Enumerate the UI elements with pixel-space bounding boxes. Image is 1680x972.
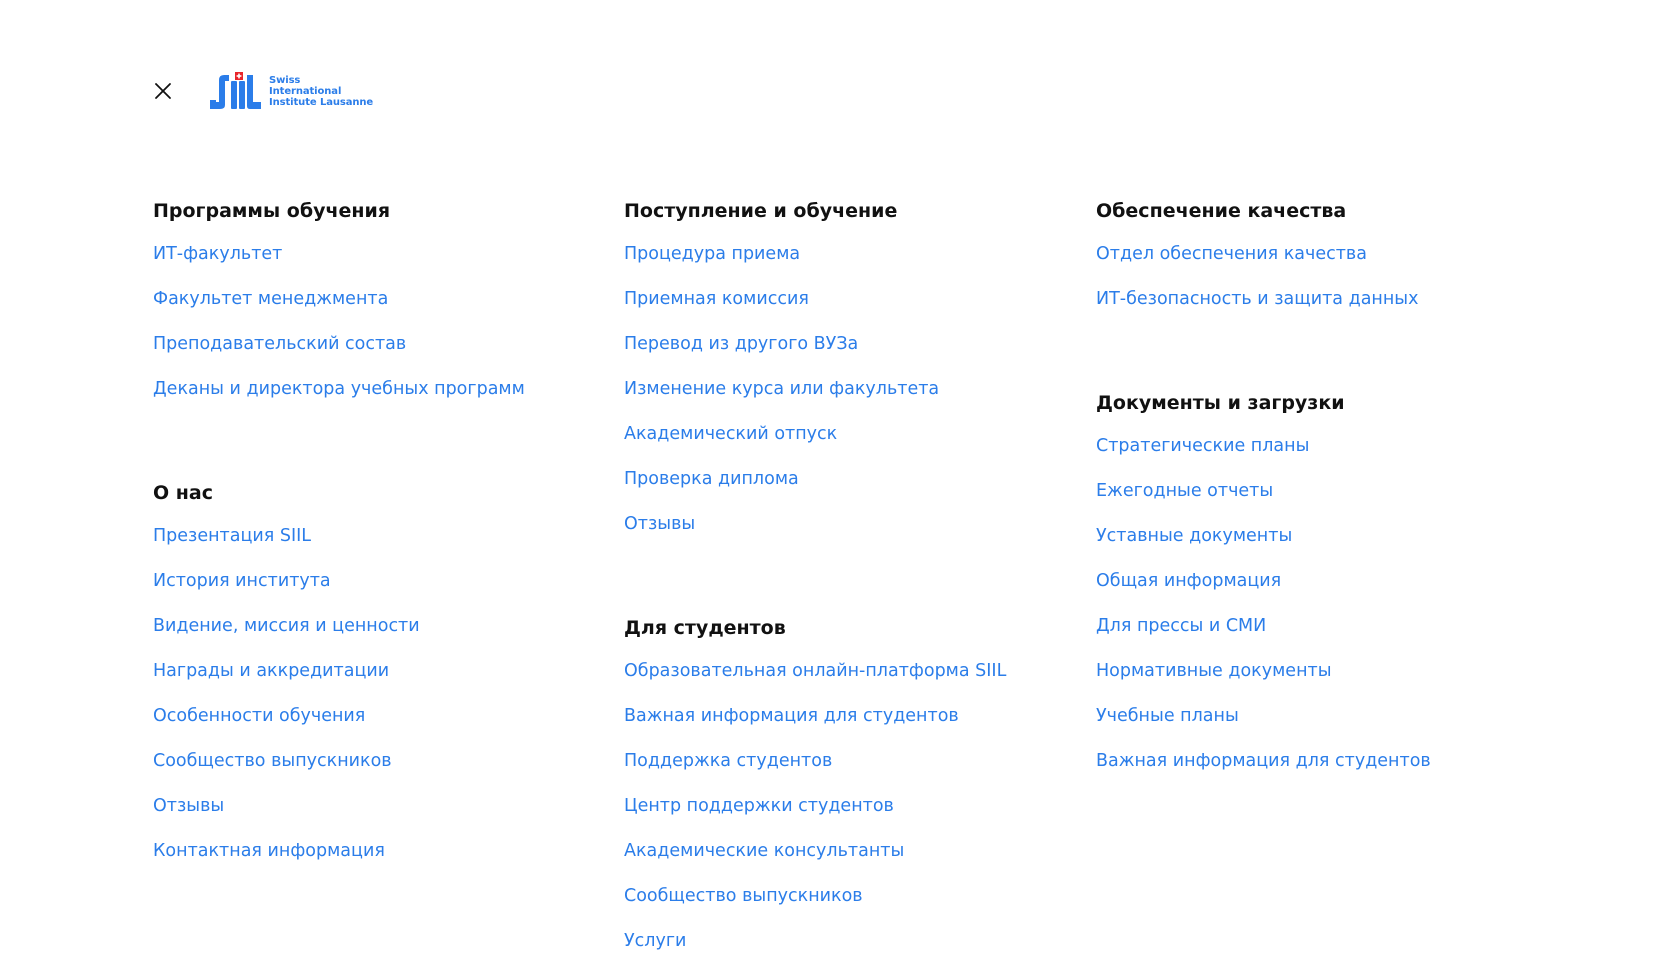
menu-section	[1096, 388, 1431, 792]
menu-list-item	[1096, 477, 1431, 522]
section-link-list	[153, 522, 525, 882]
menu-list-item	[624, 420, 1006, 465]
menu-link[interactable]: Сообщество выпускников	[624, 886, 863, 906]
menu-list-item	[624, 882, 1006, 927]
menu-list-item	[153, 330, 525, 375]
menu-link[interactable]: Услуги	[624, 931, 687, 951]
menu-link[interactable]: Преподавательский состав	[153, 334, 407, 354]
menu-list-item	[153, 792, 525, 837]
menu-list-item	[1096, 285, 1431, 330]
menu-link[interactable]: Общая информация	[1096, 571, 1282, 591]
menu-link[interactable]: Для прессы и СМИ	[1096, 616, 1267, 636]
menu-section	[153, 478, 525, 882]
menu-section	[153, 196, 525, 420]
menu-section	[624, 196, 1006, 555]
menu-list-item	[624, 657, 1006, 702]
menu-link[interactable]: Отдел обеспечения качества	[1096, 244, 1367, 264]
section-title: О нас	[153, 482, 213, 504]
section-link-list	[624, 657, 1006, 972]
menu-link[interactable]: Особенности обучения	[153, 706, 366, 726]
menu-list-item	[624, 240, 1006, 285]
menu-list-item	[1096, 612, 1431, 657]
menu-list-item	[153, 612, 525, 657]
section-link-list	[1096, 240, 1431, 330]
menu-link[interactable]: Факультет менеджмента	[153, 289, 389, 309]
menu-list-item	[153, 375, 525, 420]
menu-link[interactable]: Ежегодные отчеты	[1096, 481, 1274, 501]
menu-link[interactable]: История института	[153, 571, 331, 591]
menu-column	[153, 196, 525, 882]
menu-link[interactable]: Центр поддержки студентов	[624, 796, 894, 816]
menu-link[interactable]: Важная информация для студентов	[624, 706, 959, 726]
close-icon	[154, 82, 172, 100]
section-link-list	[624, 240, 1006, 555]
menu-link[interactable]: Сообщество выпускников	[153, 751, 392, 771]
menu-header	[153, 72, 373, 110]
menu-link[interactable]: Академический отпуск	[624, 424, 838, 444]
menu-list-item	[624, 510, 1006, 555]
logo-line-3: Institute Lausanne	[269, 96, 374, 108]
menu-list-item	[153, 522, 525, 567]
menu-link[interactable]: Приемная комиссия	[624, 289, 809, 309]
siil-logo[interactable]	[207, 72, 373, 110]
menu-list-item	[1096, 747, 1431, 792]
menu-list-item	[624, 927, 1006, 972]
logo-line-1: Swiss	[269, 74, 301, 86]
menu-list-item	[1096, 567, 1431, 612]
menu-link[interactable]: Изменение курса или факультета	[624, 379, 940, 399]
menu-link[interactable]: Перевод из другого ВУЗа	[624, 334, 859, 354]
menu-link[interactable]: Стратегические планы	[1096, 436, 1310, 456]
logo-text	[269, 75, 373, 108]
menu-section	[624, 613, 1006, 972]
menu-list-item	[153, 702, 525, 747]
menu-list-item	[153, 567, 525, 612]
menu-list-item	[624, 330, 1006, 375]
menu-list-item	[1096, 657, 1431, 702]
menu-list-item	[153, 747, 525, 792]
menu-list-item	[624, 792, 1006, 837]
section-link-list	[1096, 432, 1431, 792]
menu-list-item	[624, 375, 1006, 420]
menu-link[interactable]: Поддержка студентов	[624, 751, 833, 771]
menu-link[interactable]: Презентация SIIL	[153, 526, 312, 546]
menu-link[interactable]: Отзывы	[153, 796, 225, 816]
menu-list-item	[153, 240, 525, 285]
menu-link[interactable]: Процедура приема	[624, 244, 801, 264]
menu-list-item	[153, 285, 525, 330]
menu-list-item	[153, 837, 525, 882]
section-link-list	[153, 240, 525, 420]
menu-list-item	[624, 285, 1006, 330]
close-button[interactable]	[151, 79, 175, 103]
menu-link[interactable]: Награды и аккредитации	[153, 661, 390, 681]
menu-link[interactable]: Важная информация для студентов	[1096, 751, 1431, 771]
menu-link[interactable]: ИТ-безопасность и защита данных	[1096, 289, 1419, 309]
menu-list-item	[153, 657, 525, 702]
menu-link[interactable]: Проверка диплома	[624, 469, 799, 489]
section-title: Поступление и обучение	[624, 200, 898, 222]
menu-column	[1096, 196, 1431, 792]
menu-list-item	[1096, 240, 1431, 285]
menu-link[interactable]: Контактная информация	[153, 841, 385, 861]
menu-link[interactable]: Деканы и директора учебных программ	[153, 379, 525, 399]
menu-link[interactable]: Образовательная онлайн-платформа SIIL	[624, 661, 1007, 681]
menu-link[interactable]: ИТ-факультет	[153, 244, 283, 264]
menu-section	[1096, 196, 1431, 330]
menu-list-item	[1096, 702, 1431, 747]
menu-link[interactable]: Видение, миссия и ценности	[153, 616, 420, 636]
menu-link[interactable]: Уставные документы	[1096, 526, 1293, 546]
menu-list-item	[624, 702, 1006, 747]
menu-link[interactable]: Отзывы	[624, 514, 696, 534]
menu-link[interactable]: Нормативные документы	[1096, 661, 1332, 681]
menu-link[interactable]: Учебные планы	[1096, 706, 1239, 726]
logo-line-2: International	[269, 85, 342, 97]
menu-list-item	[1096, 522, 1431, 567]
menu-link[interactable]: Академические консультанты	[624, 841, 905, 861]
menu-list-item	[1096, 432, 1431, 477]
section-title: Обеспечение качества	[1096, 200, 1347, 222]
siil-logo-icon	[207, 72, 263, 110]
menu-list-item	[624, 837, 1006, 882]
menu-list-item	[624, 465, 1006, 510]
menu-list-item	[624, 747, 1006, 792]
section-title: Документы и загрузки	[1096, 392, 1345, 414]
section-title: Для студентов	[624, 617, 786, 639]
section-title: Программы обучения	[153, 200, 391, 222]
menu-column	[624, 196, 1006, 972]
